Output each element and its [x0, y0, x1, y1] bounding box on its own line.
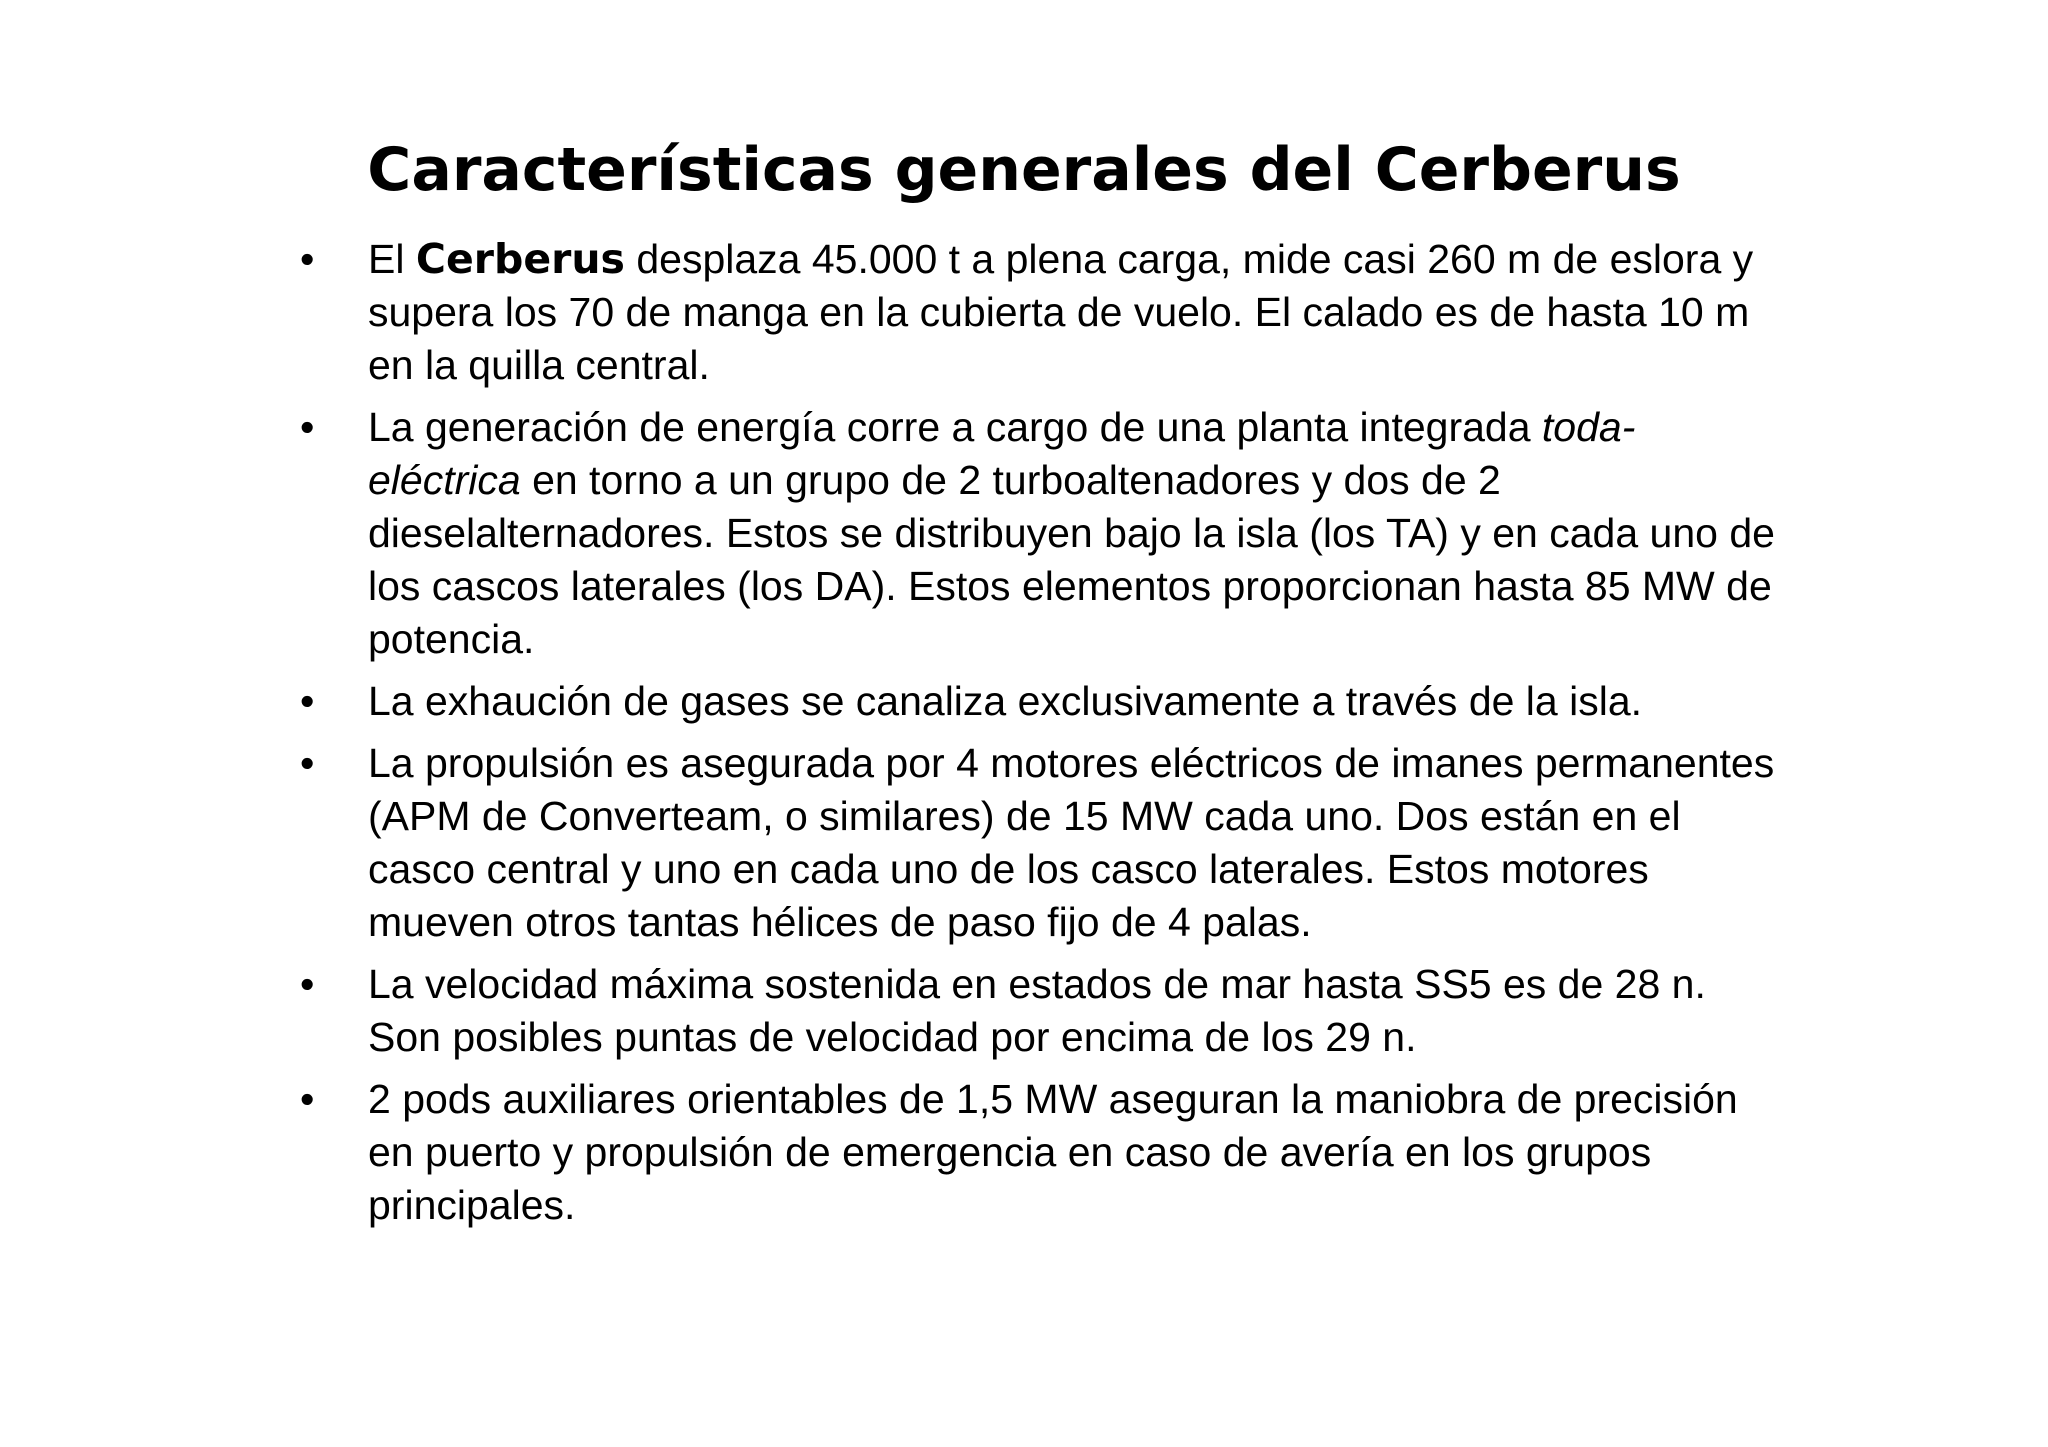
italic-text-run: toda-eléctrica [368, 404, 1636, 503]
bullet-icon: • [300, 236, 315, 282]
text-run: desplaza 45.000 t a plena carga, mide casi 260 m de eslora y supera los 70 de manga en la cubierta de vuelo. El calado es de hasta 10 m en la quilla central. [368, 236, 1754, 388]
bullet-text: 2 pods auxiliares orientables de 1,5 MW aseguran la maniobra de precisión en puerto y propulsión de emergencia en caso de avería en los grupos principales. [368, 1076, 1738, 1228]
bullet-item [300, 737, 1780, 949]
bullet-item [300, 401, 1780, 666]
bullet-icon: • [300, 404, 315, 450]
bullet-text [368, 236, 1753, 388]
slide-title: Características generales del Cerberus [367, 135, 1681, 205]
bullet-text: La exhaución de gases se canaliza exclusivamente a través de la isla. [368, 678, 1643, 724]
bullet-item [300, 675, 1780, 728]
bullet-list [300, 233, 1780, 1241]
bullet-text: La propulsión es asegurada por 4 motores eléctricos de imanes permanentes (APM de Converteam, o similares) de 15 MW cada uno. Dos están en el casco central y uno en cada uno de los casco laterales. Estos motores mueven otros tantas hélices de paso fijo de 4 palas. [368, 740, 1775, 945]
bullet-icon: • [300, 678, 315, 724]
bullet-icon: • [300, 961, 315, 1007]
bold-text-run: Cerberus [415, 235, 625, 283]
bullet-text [368, 404, 1775, 662]
text-run: La generación de energía corre a cargo de una planta integrada [368, 404, 1542, 450]
bullet-item [300, 1073, 1780, 1232]
bullet-item [300, 233, 1780, 392]
bullet-item [300, 958, 1780, 1064]
bullet-text: La velocidad máxima sostenida en estados de mar hasta SS5 es de 28 n. Son posibles puntas de velocidad por encima de los 29 n. [368, 961, 1706, 1060]
bullet-icon: • [300, 1076, 315, 1122]
bullet-icon: • [300, 740, 315, 786]
text-run: en torno a un grupo de 2 turboaltenadores y dos de 2 dieselalternadores. Estos se distribuyen bajo la isla (los TA) y en cada uno de los cascos laterales (los DA). Estos elementos proporcionan hasta 85 MW de potencia. [368, 457, 1775, 662]
text-run: El [368, 236, 416, 282]
